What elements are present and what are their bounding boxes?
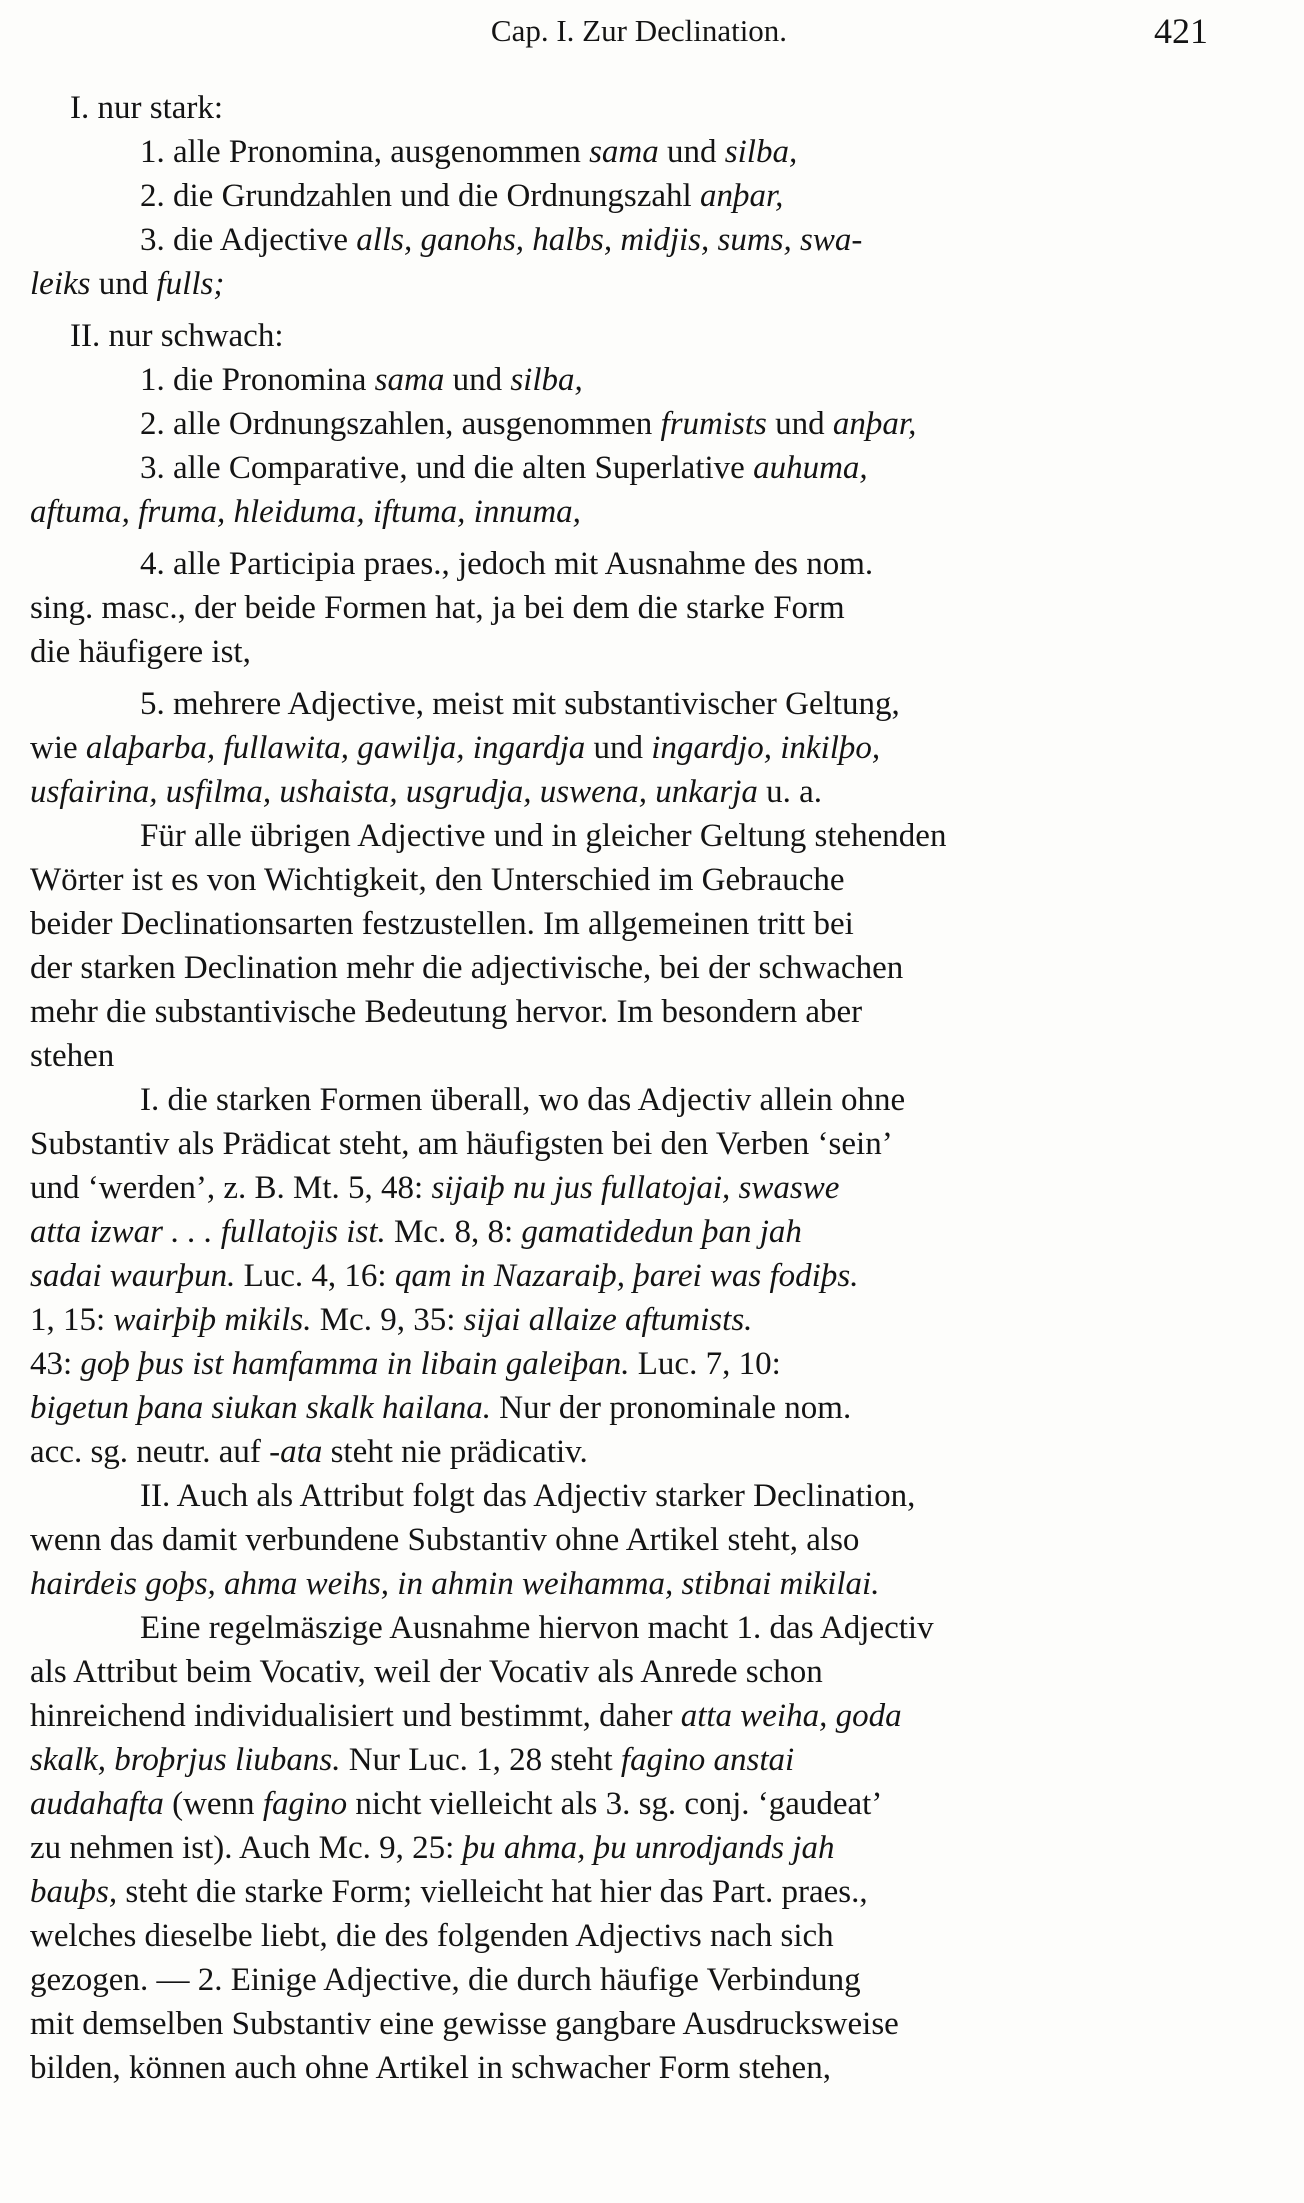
text-run: und ‘werden’, z. B. Mt. 5, 48: bbox=[30, 1170, 432, 1206]
text-run: 1. die Pronomina bbox=[140, 362, 375, 398]
list-item bbox=[30, 218, 1190, 262]
paragraph-line bbox=[30, 1826, 1190, 1870]
paragraph-line: Wörter ist es von Wichtigkeit, den Unterschied im Gebrauche bbox=[30, 862, 845, 898]
section-heading-weak: II. nur schwach: bbox=[70, 318, 284, 354]
gothic-word: aftuma, fruma, hleiduma, iftuma, innuma, bbox=[30, 494, 581, 530]
paragraph-line bbox=[30, 1386, 1190, 1430]
gothic-word: fulls; bbox=[156, 266, 225, 302]
paragraph-line bbox=[30, 1694, 1190, 1738]
text-run: und bbox=[444, 362, 511, 398]
gothic-word: auhuma, bbox=[753, 450, 868, 486]
running-title: Cap. I. Zur Declination. bbox=[490, 13, 788, 48]
gothic-quote: qam in Nazaraiþ, þarei was fodiþs. bbox=[394, 1258, 859, 1294]
paragraph-line: Für alle übrigen Adjective und in gleicher Geltung stehenden bbox=[140, 818, 947, 854]
gothic-word: fagino anstai bbox=[620, 1742, 795, 1778]
text-run: und bbox=[90, 266, 157, 302]
gothic-word: skalk, broþrjus liubans. bbox=[30, 1742, 341, 1778]
text-run: steht die starke Form; vielleicht hat hier das Part. praes., bbox=[117, 1874, 868, 1910]
gothic-word: usfairina, usfilma, ushaista, usgrudja, uswena, unkarja bbox=[30, 774, 758, 810]
text-run: hinreichend individualisiert und bestimmt, daher bbox=[30, 1698, 681, 1734]
gothic-quote: bauþs, bbox=[30, 1874, 118, 1910]
paragraph-line: mehr die substantivische Bedeutung hervor. Im besondern aber bbox=[30, 994, 863, 1030]
page-header bbox=[30, 8, 1208, 54]
text-run: nicht vielleicht als 3. sg. conj. ‘gaudeat’ bbox=[347, 1786, 883, 1822]
paragraph-line bbox=[30, 1210, 1190, 1254]
gothic-quote: gamatidedun þan jah bbox=[521, 1214, 802, 1250]
gothic-word: anþar, bbox=[699, 178, 784, 214]
text-run: acc. sg. neutr. auf bbox=[30, 1434, 270, 1470]
text-run: u. a. bbox=[757, 774, 823, 810]
list-item-continuation bbox=[30, 770, 1190, 814]
gothic-quote: þu ahma, þu unrodjands jah bbox=[462, 1830, 835, 1866]
gothic-word: audahafta bbox=[30, 1786, 164, 1822]
paragraph-line: der starken Declination mehr die adjectivische, bei der schwachen bbox=[30, 950, 904, 986]
text-run: und bbox=[585, 730, 652, 766]
paragraph-line bbox=[30, 1166, 1190, 1210]
list-item-continuation: die häufigere ist, bbox=[30, 634, 251, 670]
list-item-continuation: sing. masc., der beide Formen hat, ja bei dem die starke Form bbox=[30, 590, 845, 626]
text-run: Nur der pronominale nom. bbox=[491, 1390, 852, 1426]
paragraph-line: stehen bbox=[30, 1038, 115, 1074]
gothic-word: leiks bbox=[30, 266, 91, 302]
gothic-word: sama bbox=[374, 362, 445, 398]
list-item bbox=[30, 130, 1190, 174]
list-item-continuation bbox=[30, 726, 1190, 770]
section-heading-strong: I. nur stark: bbox=[70, 90, 224, 126]
paragraph-line bbox=[30, 1298, 1190, 1342]
paragraph-line: Eine regelmäszige Ausnahme hiervon macht 1. das Adjectiv bbox=[140, 1610, 934, 1646]
gothic-quote: bigetun þana siukan skalk hailana. bbox=[30, 1390, 492, 1426]
text-run: steht nie prädicativ. bbox=[322, 1434, 588, 1470]
gothic-word: frumists bbox=[660, 406, 767, 442]
list-item: 4. alle Participia praes., jedoch mit Ausnahme des nom. bbox=[140, 546, 874, 582]
gothic-word: silba, bbox=[510, 362, 583, 398]
list-item bbox=[30, 358, 1190, 402]
paragraph-line: hairdeis goþs, ahma weihs, in ahmin weihamma, stibnai mikilai. bbox=[30, 1566, 880, 1602]
page-body bbox=[30, 86, 1190, 2090]
paragraph-line: Substantiv als Prädicat steht, am häufigsten bei den Verben ‘sein’ bbox=[30, 1126, 893, 1162]
gothic-word: sama bbox=[589, 134, 659, 170]
text-run: und bbox=[766, 406, 833, 442]
gothic-word: -ata bbox=[269, 1434, 323, 1470]
paragraph-line: welches dieselbe liebt, die des folgenden Adjectivs nach sich bbox=[30, 1918, 834, 1954]
paragraph-line: als Attribut beim Vocativ, weil der Vocativ als Anrede schon bbox=[30, 1654, 823, 1690]
paragraph-line bbox=[30, 1430, 1190, 1474]
gothic-quote: sijai allaize aftumists. bbox=[463, 1302, 753, 1338]
paragraph-line: wenn das damit verbundene Substantiv ohne Artikel steht, also bbox=[30, 1522, 860, 1558]
list-item-continuation bbox=[30, 490, 1190, 534]
text-run: und bbox=[658, 134, 725, 170]
gothic-word: ingardjo, inkilþo, bbox=[651, 730, 881, 766]
gothic-quote: wairþiþ mikils. bbox=[113, 1302, 312, 1338]
gothic-word: alls, ganohs, halbs, midjis, sums, swa- bbox=[356, 222, 863, 258]
paragraph-line bbox=[30, 1738, 1190, 1782]
paragraph-line: I. die starken Formen überall, wo das Adjectiv allein ohne bbox=[140, 1082, 906, 1118]
gothic-quote: sijaiþ nu jus fullatojai, swaswe bbox=[431, 1170, 840, 1206]
paragraph-line: beider Declinationsarten festzustellen. Im allgemeinen tritt bei bbox=[30, 906, 854, 942]
list-item bbox=[30, 402, 1190, 446]
text-run: 2. die Grundzahlen und die Ordnungszahl bbox=[140, 178, 700, 214]
text-run: 3. alle Comparative, und die alten Superlative bbox=[140, 450, 754, 486]
gothic-word: silba, bbox=[724, 134, 798, 170]
list-item: 5. mehrere Adjective, meist mit substantivischer Geltung, bbox=[140, 686, 900, 722]
list-item bbox=[30, 446, 1190, 490]
gothic-quote: sadai waurþun. bbox=[30, 1258, 236, 1294]
text-run: Mc. 8, 8: bbox=[385, 1214, 522, 1250]
gothic-quote: atta izwar . . . fullatojis ist. bbox=[30, 1214, 386, 1250]
text-run: (wenn bbox=[163, 1786, 263, 1822]
gothic-word: alaþarba, fullawita, gawilja, ingardja bbox=[85, 730, 586, 766]
paragraph-line: gezogen. — 2. Einige Adjective, die durch häufige Verbindung bbox=[30, 1962, 861, 1998]
text-run: 2. alle Ordnungszahlen, ausgenommen bbox=[140, 406, 661, 442]
paragraph-line bbox=[30, 1254, 1190, 1298]
text-run: Luc. 7, 10: bbox=[629, 1346, 781, 1382]
text-run: Mc. 9, 35: bbox=[311, 1302, 464, 1338]
text-run: 43: bbox=[30, 1346, 81, 1382]
paragraph-line bbox=[30, 1782, 1190, 1826]
gothic-word: atta weiha, goda bbox=[680, 1698, 902, 1734]
gothic-word: anþar, bbox=[832, 406, 917, 442]
paragraph-line: II. Auch als Attribut folgt das Adjectiv starker Declination, bbox=[140, 1478, 916, 1514]
gothic-word: fagino bbox=[262, 1786, 348, 1822]
paragraph-line bbox=[30, 1342, 1190, 1386]
text-run: wie bbox=[30, 730, 86, 766]
paragraph-line bbox=[30, 1870, 1190, 1914]
text-run: 1, 15: bbox=[30, 1302, 114, 1338]
paragraph-line: mit demselben Substantiv eine gewisse gangbare Ausdrucksweise bbox=[30, 2006, 899, 2042]
paragraph-line: bilden, können auch ohne Artikel in schwacher Form stehen, bbox=[30, 2050, 831, 2086]
text-run: 3. die Adjective bbox=[140, 222, 357, 258]
list-item-continuation bbox=[30, 262, 1190, 306]
text-run: Nur Luc. 1, 28 steht bbox=[340, 1742, 621, 1778]
text-run: 1. alle Pronomina, ausgenommen bbox=[140, 134, 590, 170]
gothic-quote: goþ þus ist hamfamma in libain galeiþan. bbox=[80, 1346, 630, 1382]
text-run: zu nehmen ist). Auch Mc. 9, 25: bbox=[30, 1830, 463, 1866]
list-item bbox=[30, 174, 1190, 218]
text-run: Luc. 4, 16: bbox=[235, 1258, 395, 1294]
page-number: 421 bbox=[1154, 11, 1208, 51]
